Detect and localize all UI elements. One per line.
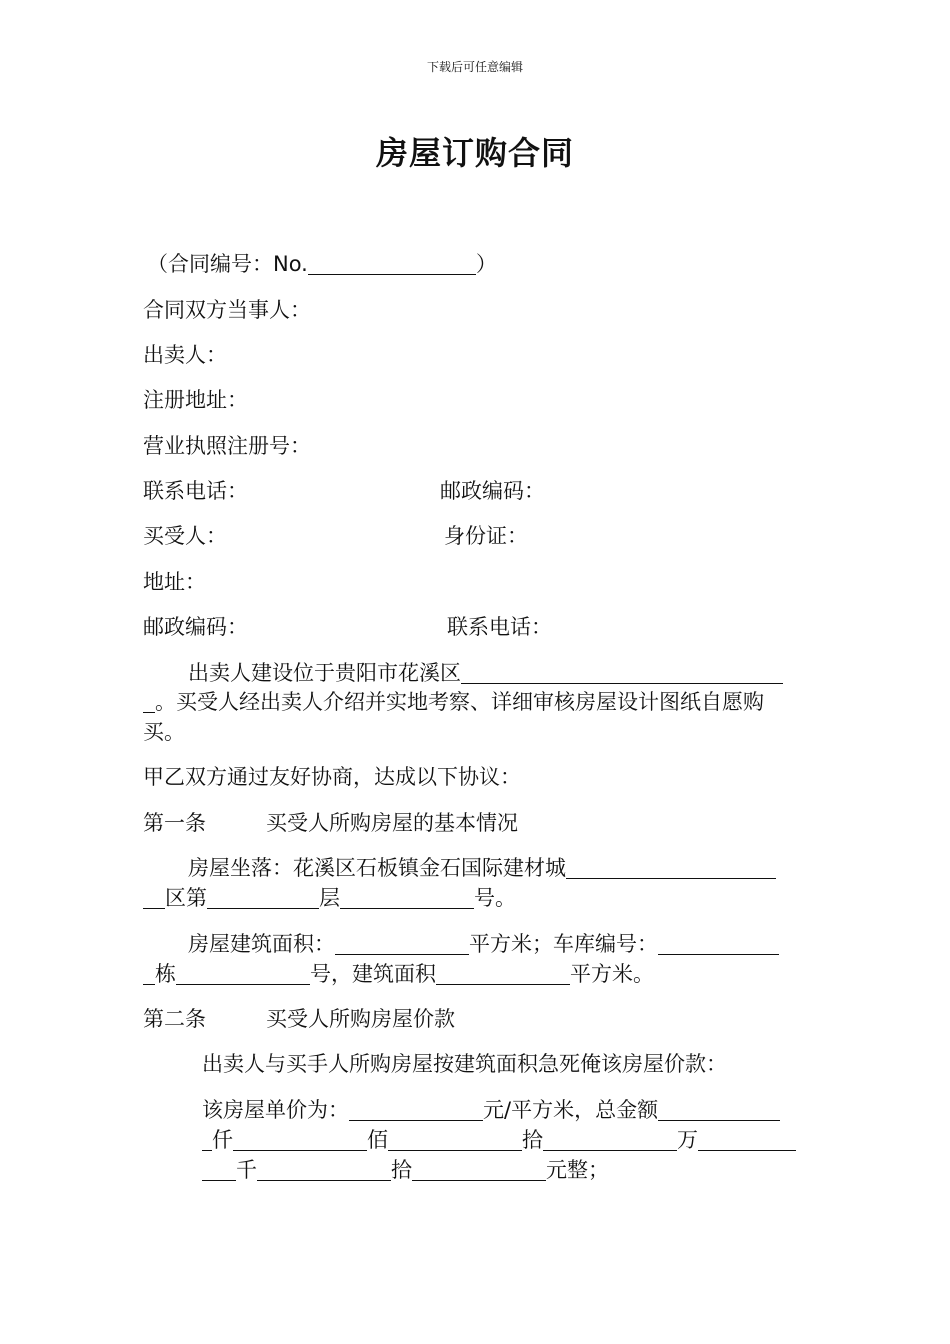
buyer-postcode-label: 邮政编码： [143, 615, 248, 639]
garage-area-blank [436, 964, 570, 985]
garage-number-blank [658, 934, 779, 955]
floor-blank [207, 888, 319, 909]
shi-blank [388, 1130, 522, 1151]
parties-heading: 合同双方当事人： [143, 298, 311, 322]
qian2-blank [202, 1160, 236, 1181]
qian-blank [202, 1130, 212, 1151]
building-blank [143, 964, 155, 985]
wan-text: 万 [677, 1128, 698, 1152]
contract-number-prefix: （合同编号：No. [147, 252, 308, 276]
project-name-blank-cont [143, 692, 155, 713]
seller-label: 出卖人： [143, 343, 227, 367]
seller-postcode-label: 邮政编码： [440, 479, 545, 503]
shi-text: 拾 [522, 1128, 543, 1152]
location-text: 房屋坐落：花溪区石板镇金石国际建材城 [188, 856, 566, 880]
buyer-address-label: 地址： [143, 570, 206, 594]
price-line-1 [202, 1094, 780, 1124]
yuan-blank [412, 1160, 546, 1181]
area-blank [335, 934, 469, 955]
seller-phone-label: 联系电话： [143, 479, 248, 503]
buyer-phone-label: 联系电话： [447, 615, 552, 639]
intro-start-text: 出卖人建设位于贵阳市花溪区 [188, 661, 461, 685]
intro-line-2 [143, 686, 764, 716]
location-blank [566, 858, 776, 879]
project-name-blank [461, 663, 783, 684]
intro-line-3: 买。 [143, 720, 185, 744]
price-line-2 [202, 1124, 796, 1154]
total-amount-blank [658, 1100, 780, 1121]
location-line-1 [188, 852, 776, 882]
shi2-blank [257, 1160, 391, 1181]
garage-no-blank [176, 964, 310, 985]
garage-area-text: 号，建筑面积 [310, 962, 436, 986]
buyer-label: 买受人： [143, 524, 227, 548]
intro-line-1 [188, 657, 783, 687]
price-line-3 [202, 1154, 609, 1184]
seller-license-label: 营业执照注册号： [143, 434, 311, 458]
bai-blank [233, 1130, 367, 1151]
seller-address-label: 注册地址： [143, 388, 248, 412]
price-intro: 出卖人与买手人所购房屋按建筑面积急死俺该房屋价款： [202, 1052, 727, 1076]
unit-number-suffix: 号。 [474, 886, 516, 910]
zone-text: 区第 [165, 886, 207, 910]
contract-number-suffix: ） [475, 252, 497, 276]
unit-number-blank [340, 888, 474, 909]
wan-blank [543, 1130, 677, 1151]
contract-number-line [147, 248, 497, 278]
location-line-2 [143, 882, 516, 912]
unit-price-blank [349, 1100, 483, 1121]
agreement-text: 甲乙双方通过友好协商，达成以下协议： [143, 765, 521, 789]
area-line-2 [143, 958, 654, 988]
bai-text: 佰 [367, 1128, 388, 1152]
article1-heading: 买受人所购房屋的基本情况 [266, 811, 518, 835]
yuan-end-text: 元整； [546, 1158, 609, 1182]
shi2-text: 拾 [391, 1158, 412, 1182]
sqm-garage-text: 平方米；车库编号： [469, 932, 658, 956]
area-line-1 [188, 928, 779, 958]
qian-text: 仟 [212, 1128, 233, 1152]
article2-heading: 买受人所购房屋价款 [266, 1007, 455, 1031]
contract-number-blank [308, 254, 476, 275]
qian2-text: 千 [236, 1158, 257, 1182]
article1-number: 第一条 [143, 811, 206, 835]
document-title: 房屋订购合同 [375, 134, 574, 172]
area-label: 房屋建筑面积： [188, 932, 335, 956]
zone-blank [143, 888, 165, 909]
article2-number: 第二条 [143, 1007, 206, 1031]
intro-cont-text: 。买受人经出卖人介绍并实地考察、详细审核房屋设计图纸自愿购 [155, 690, 764, 714]
floor-text: 层 [319, 886, 340, 910]
header-note: 下载后可任意编辑 [426, 60, 523, 74]
garage-sqm-text: 平方米。 [570, 962, 654, 986]
building-text: 栋 [155, 962, 176, 986]
wan-after-blank [698, 1130, 796, 1151]
yuan-sqm-text: 元/平方米，总金额 [483, 1098, 659, 1122]
buyer-id-label: 身份证： [444, 524, 528, 548]
unit-price-label: 该房屋单价为： [202, 1098, 349, 1122]
